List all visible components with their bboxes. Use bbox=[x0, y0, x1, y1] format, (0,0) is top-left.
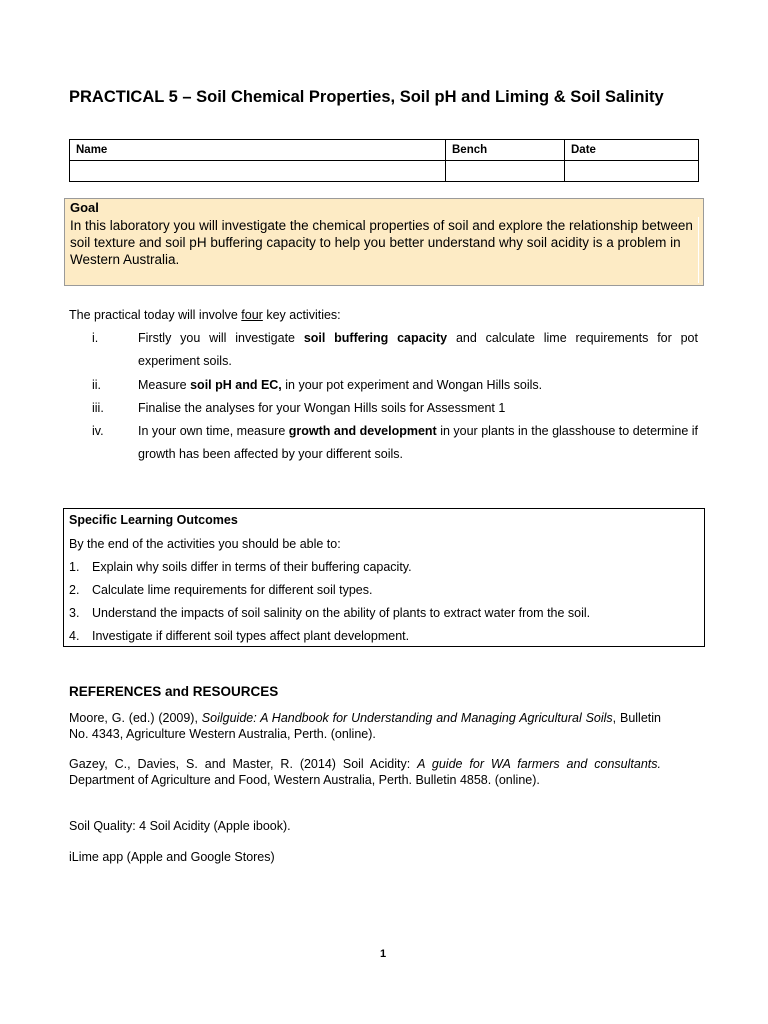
outcome-number: 3. bbox=[69, 606, 80, 620]
intro-text-end: key activities: bbox=[262, 308, 341, 322]
name-label: Name bbox=[70, 140, 446, 161]
intro-underlined: four bbox=[241, 308, 263, 322]
reference-item: Soil Quality: 4 Soil Acidity (Apple ibook). bbox=[69, 819, 291, 833]
intro-text: The practical today will involve bbox=[69, 308, 242, 322]
activity-text: In your own time, measure growth and development in your plants in the glasshouse to determine if growth has been affected by your different soils. bbox=[138, 424, 698, 461]
outcomes-intro: By the end of the activities you should be able to: bbox=[69, 537, 341, 551]
page-title: PRACTICAL 5 – Soil Chemical Properties, Soil pH and Liming & Soil Salinity bbox=[69, 88, 664, 106]
outcome-number: 4. bbox=[69, 629, 80, 643]
activities-intro bbox=[69, 308, 341, 322]
bench-field[interactable] bbox=[446, 161, 565, 182]
goal-divider bbox=[698, 217, 699, 283]
reference-item: Gazey, C., Davies, S. and Master, R. (2014) Soil Acidity: A guide for WA farmers and consultants. Department of Agriculture and Food, Western Australia, Perth. Bulletin 4858. (online). bbox=[69, 757, 661, 787]
learning-outcomes-box bbox=[63, 508, 705, 647]
goal-box bbox=[64, 198, 704, 286]
reference-item: iLime app (Apple and Google Stores) bbox=[69, 850, 275, 864]
references-heading: REFERENCES and RESOURCES bbox=[69, 684, 279, 699]
outcome-text: Investigate if different soil types affect plant development. bbox=[92, 629, 410, 643]
activity-number: iii. bbox=[92, 401, 104, 415]
outcome-text: Calculate lime requirements for different soil types. bbox=[92, 583, 373, 597]
outcome-number: 2. bbox=[69, 583, 80, 597]
activity-text: Finalise the analyses for your Wongan Hills soils for Assessment 1 bbox=[138, 401, 506, 415]
reference-item: Moore, G. (ed.) (2009), Soilguide: A Handbook for Understanding and Managing Agricultural Soils, Bulletin No. 4343, Agriculture Western Australia, Perth. (online). bbox=[69, 711, 661, 741]
activity-text: Measure soil pH and EC, in your pot experiment and Wongan Hills soils. bbox=[138, 378, 543, 392]
activity-number: ii. bbox=[92, 378, 102, 392]
name-field[interactable] bbox=[70, 161, 446, 182]
bench-label: Bench bbox=[446, 140, 565, 161]
activity-number: iv. bbox=[92, 424, 104, 438]
outcome-text: Understand the impacts of soil salinity on the ability of plants to extract water from the soil. bbox=[92, 606, 591, 620]
goal-heading: Goal bbox=[70, 200, 99, 215]
activity-number: i. bbox=[92, 331, 99, 345]
outcome-text: Explain why soils differ in terms of their buffering capacity. bbox=[92, 560, 412, 574]
goal-text: In this laboratory you will investigate the chemical properties of soil and explore the relationship between soil texture and soil pH buffering capacity to help you better understand why soil acidity is a problem in Western Australia. bbox=[70, 218, 693, 267]
activity-text: Firstly you will investigate soil buffering capacity and calculate lime requirements for pot experiment soils. bbox=[138, 331, 698, 368]
student-info-table bbox=[69, 139, 699, 182]
date-field[interactable] bbox=[565, 161, 699, 182]
page-number: 1 bbox=[380, 948, 387, 960]
outcome-number: 1. bbox=[69, 560, 80, 574]
date-label: Date bbox=[565, 140, 699, 161]
outcomes-heading: Specific Learning Outcomes bbox=[69, 513, 238, 527]
